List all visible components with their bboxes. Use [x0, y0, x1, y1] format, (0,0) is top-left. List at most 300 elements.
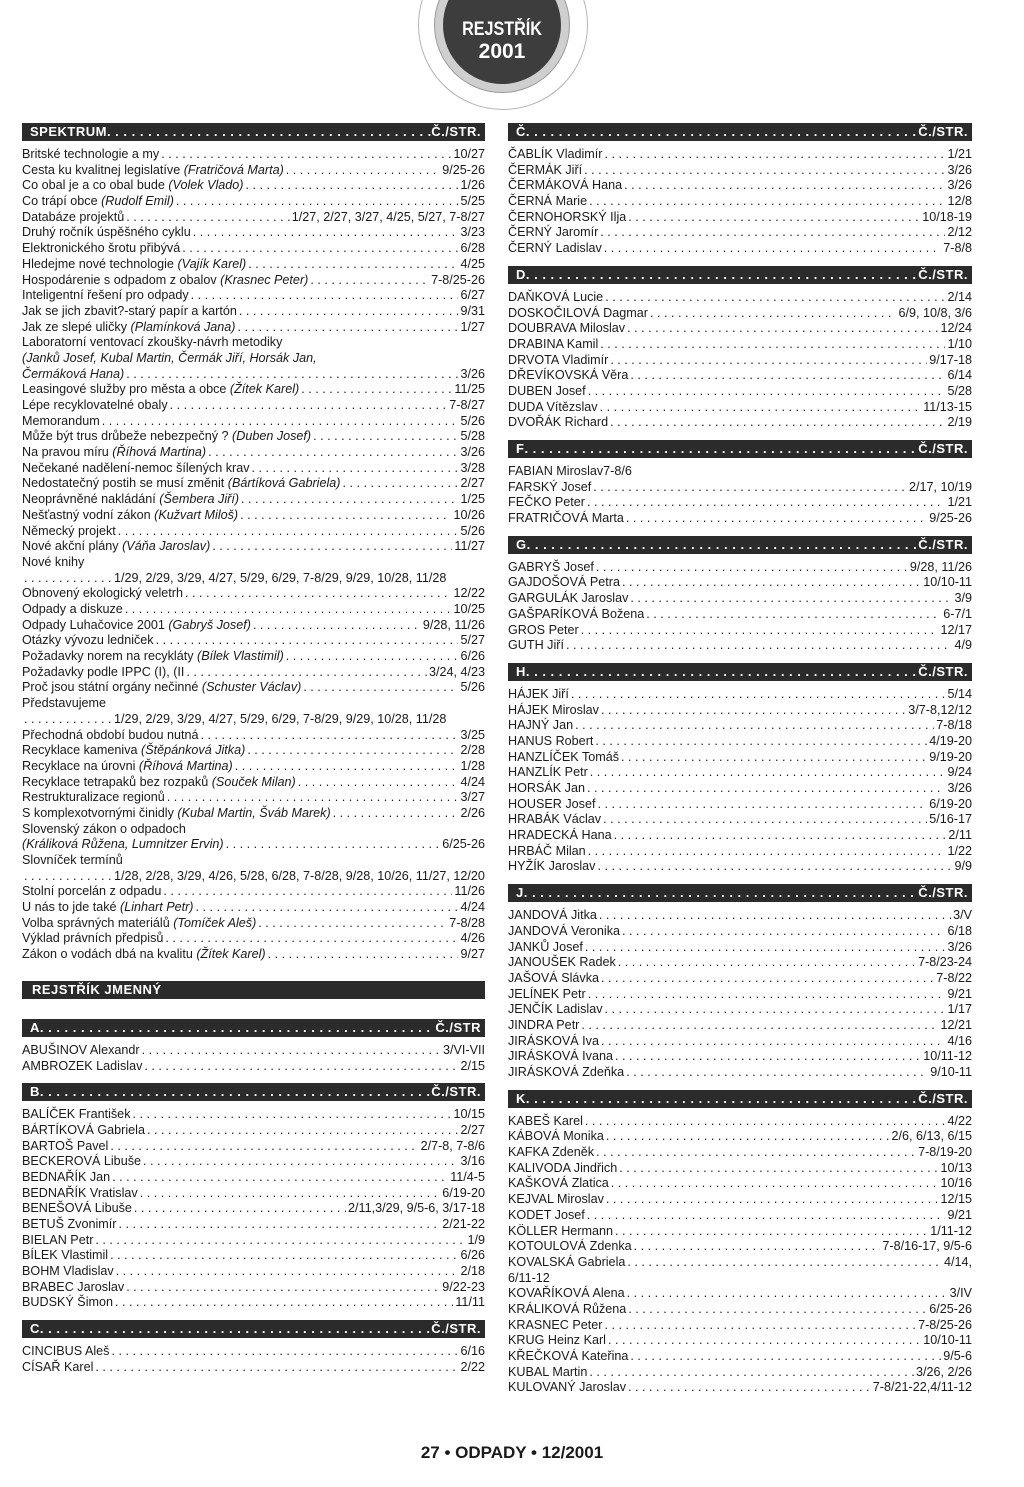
entry-text: AMBROZEK Ladislav [22, 1058, 143, 1073]
entry-text: HRBÁČ Milan [508, 843, 586, 858]
leader-dots [526, 663, 918, 681]
entry-text: FEČKO Peter [508, 495, 585, 510]
entry-text: BOHM Vladislav [22, 1264, 114, 1279]
index-entry [508, 591, 972, 607]
entry-text: Elektronického šrotu přibývá [22, 241, 181, 256]
index-entry [508, 1018, 972, 1034]
leader-dots [102, 414, 459, 430]
entry-text: BIELAN Petr [22, 1232, 94, 1247]
entry-text: U nás to jde také [22, 900, 117, 915]
index-entry [508, 703, 972, 719]
leader-dots [526, 123, 918, 141]
entry-text: DVOŘÁK Richard [508, 415, 609, 430]
leader-dots [235, 759, 459, 775]
page-footer: 27 • ODPADY • 12/2001 [420, 1443, 604, 1462]
entry-title [508, 1049, 613, 1065]
entry-text: Co obal je a co obal bude [22, 178, 165, 193]
column-label: Č./STR. [918, 124, 968, 139]
entry-title [22, 602, 123, 618]
leader-dots [650, 306, 896, 322]
leader-dots [588, 844, 946, 860]
entry-title [508, 1145, 594, 1161]
page-refs: 2/14 [947, 289, 972, 304]
section-header [508, 884, 972, 902]
entry-title [22, 1264, 114, 1280]
page-refs: 6/27 [460, 288, 485, 303]
leader-dots [208, 445, 458, 461]
index-entry [508, 1208, 972, 1224]
index-entry [508, 1049, 972, 1065]
entry-text: BÁRTÍKOVÁ Gabriela [22, 1122, 145, 1137]
page-refs: 9/24 [947, 765, 972, 780]
page-refs: 3/26 [947, 162, 972, 177]
index-entry [22, 633, 485, 649]
index-entry [22, 1295, 485, 1311]
entry-title [508, 400, 598, 416]
entry-author: (Tomíček Aleš) [173, 915, 257, 930]
entry-title [22, 367, 124, 383]
page-refs: 5/26 [460, 413, 485, 428]
entry-text: Nové akční plány [22, 539, 119, 554]
section-header [22, 123, 485, 141]
entry-text: KŘEČKOVÁ Kateřina [508, 1349, 629, 1364]
index-entry [508, 812, 972, 828]
page-refs: 3/26 [947, 781, 972, 796]
page-refs: 7-8/16-17, 9/5-6 [882, 1239, 972, 1254]
entry-text: BRABEC Jaroslav [22, 1279, 125, 1294]
entry-text: Slovníček termínů [22, 853, 123, 868]
entry-title [22, 194, 174, 210]
entry-title [22, 853, 123, 869]
section-f [508, 440, 972, 527]
index-entry [508, 1380, 972, 1396]
entry-text: GUTH Jiří [508, 638, 564, 653]
entry-text: Hospodárenie s odpadom z obalov [22, 272, 217, 287]
entry-title [508, 1224, 613, 1240]
section-letter: C [30, 1321, 40, 1337]
page-refs: 10/11-12 [923, 1049, 972, 1064]
index-entry [22, 790, 485, 806]
entry-title [508, 1192, 604, 1208]
page-refs: 9/21 [947, 1207, 972, 1222]
page-refs: 1/28 [460, 758, 485, 773]
entry-title [508, 908, 597, 924]
entry-author: (Říhová Martina) [112, 445, 207, 460]
leader-dots [601, 703, 906, 719]
page-refs: 2/17, 10/19 [908, 479, 972, 494]
page-refs: 6/16 [460, 1344, 485, 1359]
entry-text: Neoprávněné nakládání [22, 492, 156, 507]
entry-title [22, 210, 124, 226]
index-entry [508, 1255, 972, 1271]
page-refs: 5/28 [460, 429, 485, 444]
leader-dots [585, 1114, 946, 1130]
leader-dots [596, 560, 908, 576]
entry-text: ABUŠINOV Alexandr [22, 1042, 140, 1057]
leader-dots [588, 384, 946, 400]
index-entry [22, 1280, 485, 1296]
section-letter: J [516, 885, 524, 901]
leader-dots [240, 508, 451, 524]
leader-dots [167, 790, 459, 806]
index-entry [508, 178, 972, 194]
index-entry [22, 382, 485, 398]
index-entry [22, 320, 485, 336]
entry-author: (Kužvart Miloš) [154, 507, 239, 522]
entry-text: JANKŮ Josef [508, 939, 583, 954]
leader-dots [605, 290, 945, 306]
leader-dots [630, 368, 945, 384]
section-letter: A [30, 1019, 40, 1035]
section-header [508, 123, 972, 141]
page-refs: 10/27 [453, 147, 485, 161]
section-č [508, 123, 972, 257]
page-refs: 10/13 [940, 1160, 972, 1175]
entry-title [22, 1107, 131, 1123]
index-entry [508, 194, 972, 210]
entry-text: Přechodná období budou nutná [22, 727, 199, 742]
page-refs: 9/22-23 [442, 1279, 485, 1294]
page-refs: 10/10-11 [923, 575, 972, 590]
leader-dots [575, 718, 934, 734]
page-refs: 5/14 [947, 686, 972, 701]
leader-dots [303, 680, 458, 696]
leader-dots [176, 194, 459, 210]
leader-dots [134, 1201, 346, 1217]
page-refs: 1/11-12 [930, 1223, 972, 1238]
page-refs: 5/28 [947, 383, 972, 398]
entry-text: HRADECKÁ Hana [508, 828, 612, 843]
entry-title [22, 884, 161, 900]
entry-title [22, 1139, 108, 1155]
entry-title [508, 1318, 602, 1334]
index-entry [22, 696, 485, 712]
page-refs: 10/26 [453, 507, 485, 522]
page-refs: 9/5-6 [943, 1349, 972, 1364]
page-refs: 2/11 [948, 828, 972, 843]
entry-title [508, 1286, 625, 1302]
leader-dots [589, 194, 945, 210]
entry-text: GAJDOŠOVÁ Petra [508, 575, 620, 590]
entry-text: Německý projekt [22, 523, 116, 538]
entry-title [22, 916, 256, 932]
entry-text: HOUSER Josef [508, 796, 596, 811]
leader-dots [600, 225, 945, 241]
page-refs: 2/7-8, 7-8/6 [420, 1138, 485, 1153]
index-entry [22, 1059, 485, 1075]
entry-title [508, 560, 594, 576]
page-refs: 6/26 [460, 1248, 485, 1263]
index-entry [508, 765, 972, 781]
page-refs: 10/16 [940, 1176, 972, 1191]
entry-title [508, 1161, 617, 1177]
entry-text: Odpady Luhačovice 2001 [22, 617, 165, 632]
page-refs: 2/12 [947, 225, 972, 240]
leader-dots [524, 440, 918, 458]
leader-dots [601, 1034, 945, 1050]
entry-title [22, 273, 308, 289]
page-refs: 3/25 [460, 727, 485, 742]
leader-dots [622, 575, 921, 591]
page-refs: 7-8/22 [936, 970, 972, 985]
entry-author: (Rudolf Emil) [101, 194, 174, 209]
index-entry [508, 1145, 972, 1161]
index-entry [508, 940, 972, 956]
page-refs: 9/28, 11/26 [909, 559, 972, 574]
page-refs: 3/24, 4/23 [428, 664, 485, 679]
entry-text: GAŠPARÍKOVÁ Božena [508, 606, 645, 621]
page-refs: 12/15 [940, 1192, 972, 1207]
section-spektrum [22, 123, 485, 963]
leader-dots [600, 337, 945, 353]
entry-text: KUBAL Martin [508, 1364, 588, 1379]
entry-text: HAJNÝ Jan [508, 718, 574, 733]
section-b [22, 1083, 485, 1311]
entry-text: DŘEVÍKOVSKÁ Věra [508, 368, 629, 383]
leader-dots [566, 638, 953, 654]
entry-text: JINDRA Petr [508, 1017, 580, 1032]
index-entry [508, 1002, 972, 1018]
page-refs: 2/26 [460, 805, 485, 820]
entry-text: ČERMÁK Jiří [508, 162, 583, 177]
entry-title [22, 680, 301, 696]
index-entry [22, 476, 485, 492]
entry-title [508, 1365, 587, 1381]
index-entry [508, 859, 972, 875]
leader-dots [581, 1018, 938, 1034]
entry-text: CINCIBUS Aleš [22, 1344, 110, 1359]
page-refs: 4/24 [460, 774, 485, 789]
leader-dots [524, 884, 919, 902]
page-refs: 3/23 [460, 225, 485, 240]
page-refs: 6/28 [460, 241, 485, 256]
entry-text: ČERNÝ Jaromír [508, 225, 599, 240]
entry-text: GROS Peter [508, 622, 579, 637]
entry-text: FABIAN Miroslav7-8/6 [508, 464, 632, 478]
section-letter: K [516, 1090, 526, 1106]
entry-text: KRASNEC Peter [508, 1317, 603, 1332]
column-label: Č./STR. [918, 1090, 968, 1106]
index-entry [22, 163, 485, 179]
page-refs: 2/19 [947, 415, 972, 430]
leader-dots [200, 728, 458, 744]
entry-title [22, 1280, 124, 1296]
column-label: Č./STR. [918, 536, 968, 552]
page-refs: 4/26 [460, 931, 485, 946]
entry-text: Druhý ročník úspěšného cyklu [22, 225, 191, 240]
page-refs: 11/13-15 [923, 399, 972, 414]
section-a [22, 1019, 485, 1074]
entry-author: (Říhová Martina) [138, 758, 233, 773]
page-refs: 4/25 [460, 256, 485, 271]
leader-dots [630, 591, 952, 607]
leader-dots [571, 687, 946, 703]
index-entry [508, 1286, 972, 1302]
page-refs: 4/22 [947, 1113, 972, 1128]
entry-title [508, 225, 598, 241]
entry-text: KOVALSKÁ Gabriela [508, 1254, 626, 1269]
index-entry [508, 415, 972, 431]
leader-dots [621, 750, 927, 766]
leader-dots [585, 940, 946, 956]
page-refs: 3/IV [949, 1286, 972, 1301]
index-entry [22, 194, 485, 210]
entry-text: BETUŠ Zvonimír [22, 1217, 117, 1232]
entry-text: Výklad právních předpisů [22, 931, 164, 946]
page-refs: 2/27 [460, 1122, 485, 1137]
entry-title [22, 288, 189, 304]
entry-title [508, 511, 624, 527]
entry-title [22, 351, 317, 367]
entry-title [508, 828, 612, 844]
page-refs: 3/27 [460, 790, 485, 805]
leader-dots [247, 743, 458, 759]
page-refs: 7-8/21-22,4/11-12 [872, 1380, 972, 1395]
entry-text: Hledejme nové technologie [22, 256, 174, 271]
entry-title [508, 306, 648, 322]
leader-dots [258, 916, 447, 932]
entry-title [22, 1233, 93, 1249]
leader-dots [595, 734, 927, 750]
entry-author: (Plamínková Jana) [130, 319, 236, 334]
index-entry [22, 916, 485, 932]
entry-text: Požadavky norem na recykláty [22, 649, 194, 664]
entry-text: BARTOŠ Pavel [22, 1138, 109, 1153]
entry-title [22, 618, 251, 634]
page-refs: 12/22 [453, 586, 485, 601]
entry-title [22, 304, 237, 320]
left-column [22, 123, 485, 1385]
entry-text: Může být trus drůbeže nebezpečný ? [22, 429, 229, 444]
entry-title [22, 398, 168, 414]
index-entry [22, 586, 485, 602]
index-entry [22, 1344, 485, 1360]
section-letter: SPEKTRUM [30, 124, 107, 139]
entry-title [508, 718, 573, 734]
entry-text: KAFKA Zdeněk [508, 1145, 595, 1160]
index-entry [22, 429, 485, 445]
entry-text: CÍSAŘ Karel [22, 1359, 94, 1374]
entry-text: KODET Josef [508, 1207, 585, 1222]
index-entry [22, 1201, 485, 1217]
leader-dots [24, 869, 112, 885]
entry-title [508, 703, 599, 719]
index-entry [508, 353, 972, 369]
leader-dots [589, 1365, 914, 1381]
entry-text: DOUBRAVA Miloslav [508, 321, 626, 336]
section-letter: F [516, 441, 525, 456]
column-label: Č./STR. [918, 663, 968, 679]
index-entry [508, 1034, 972, 1050]
index-entry [22, 1264, 485, 1280]
entry-title [508, 734, 593, 750]
page-refs: 7-8/28 [449, 915, 485, 930]
entry-title [22, 1154, 141, 1170]
page-refs: 6/14 [947, 368, 972, 383]
leader-dots [144, 1059, 458, 1075]
index-entry [22, 1248, 485, 1264]
entry-title [508, 147, 602, 163]
index-entry [22, 492, 485, 508]
entry-text: DAŇKOVÁ Lucie [508, 289, 604, 304]
entry-text: Inteligentní řešení pro odpady [22, 288, 189, 303]
entry-text: KRÁLIKOVÁ Růžena [508, 1301, 627, 1316]
page-refs: 6/25-26 [929, 1301, 972, 1316]
index-entry [508, 1192, 972, 1208]
leader-dots [286, 163, 441, 179]
entry-title [508, 1255, 625, 1271]
entry-title [22, 320, 236, 336]
entry-title [508, 607, 644, 623]
leader-dots [165, 931, 458, 947]
leader-dots [156, 633, 459, 649]
index-entry [508, 687, 972, 703]
entry-text: BECKEROVÁ Libuše [22, 1154, 141, 1169]
entry-title [22, 1186, 138, 1202]
leader-dots [597, 859, 952, 875]
entry-text: Stolní porcelán z odpadu [22, 884, 162, 899]
entry-text: Odpady a diskuze [22, 601, 123, 616]
section-h [508, 663, 972, 875]
section-header [508, 1090, 972, 1108]
entry-text: Cesta ku kvalitnej legislatíve [22, 162, 181, 177]
page-refs: 12/24 [940, 321, 972, 336]
leader-dots [147, 1123, 459, 1139]
page-refs: 9/31 [460, 303, 485, 318]
entry-text: KÖLLER Hermann [508, 1223, 613, 1238]
entry-title [22, 1201, 132, 1217]
entry-title [508, 1349, 628, 1365]
entry-text: JANDOVÁ Veronika [508, 923, 620, 938]
leader-dots [286, 649, 459, 665]
entry-author: (Bílek Vlastimil) [197, 649, 284, 664]
index-entry [508, 1129, 972, 1145]
page-refs: 1/10 [947, 336, 972, 351]
entry-text: Představujeme [22, 696, 106, 711]
page-refs: 2/27 [460, 476, 485, 491]
page-refs: 4/9 [954, 638, 972, 653]
leader-dots [226, 837, 441, 853]
entry-text: HANZLÍK Petr [508, 765, 588, 780]
index-entry [22, 884, 485, 900]
entry-title [22, 1248, 108, 1264]
leader-dots [597, 797, 927, 813]
entry-text: KRUG Heinz Karl [508, 1333, 606, 1348]
entry-text: Obnovený ekologický veletrh [22, 586, 184, 601]
index-entry [22, 728, 485, 744]
index-entry [22, 1170, 485, 1186]
leader-dots [526, 266, 918, 284]
leader-dots [40, 1019, 435, 1037]
page-refs: 3/28 [460, 460, 485, 475]
leader-dots [161, 147, 451, 163]
entry-text: Recyklace tetrapaků bez rozpaků [22, 774, 209, 789]
page-refs: 2/15 [460, 1058, 485, 1073]
page-refs: 6/19-20 [442, 1185, 485, 1200]
page-refs: 10/15 [453, 1107, 485, 1122]
entry-title [508, 1018, 579, 1034]
entry-title [22, 382, 299, 398]
entry-text: FARSKÝ Josef [508, 479, 592, 494]
entry-title [508, 638, 564, 654]
page-refs: 5/26 [460, 523, 485, 538]
section-header [22, 1083, 485, 1101]
leader-dots [596, 1145, 916, 1161]
leader-dots [40, 1320, 431, 1338]
page-refs: 11/26 [454, 884, 485, 899]
entry-title [508, 859, 595, 875]
page-refs: 3/VI-VII [443, 1042, 485, 1057]
